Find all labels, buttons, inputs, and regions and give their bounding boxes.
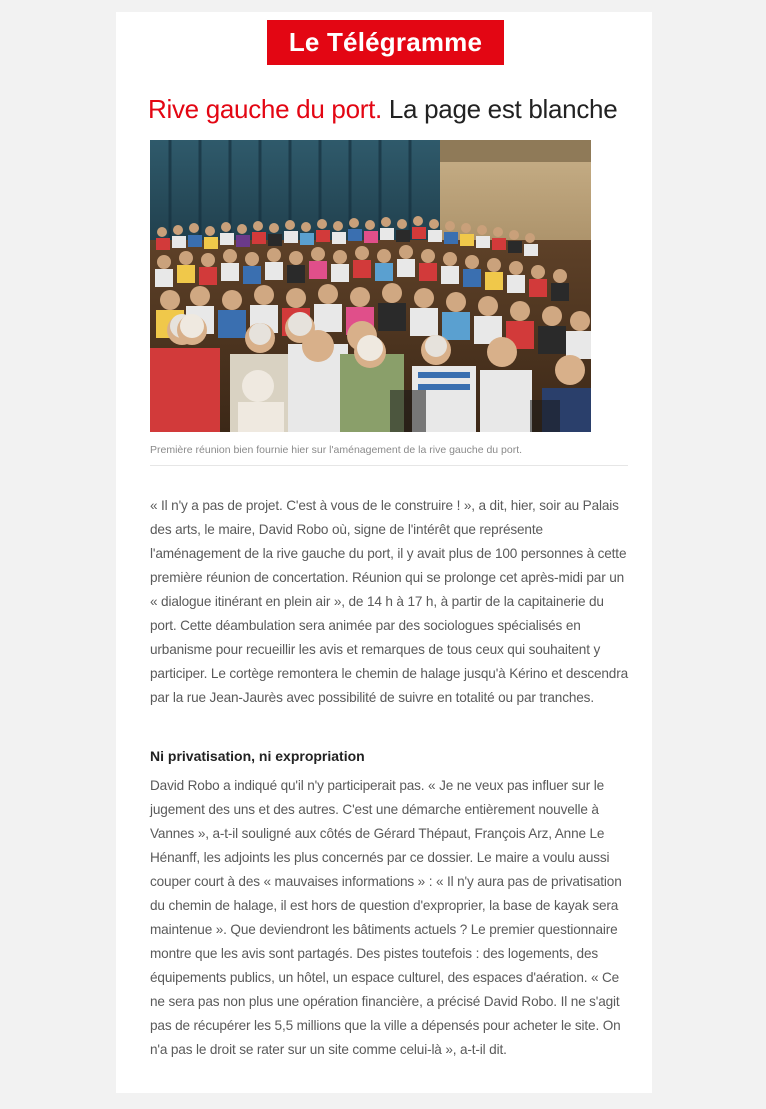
article-subheading: Ni privatisation, ni expropriation [150,748,365,764]
article-headline [148,92,617,126]
caption-divider [150,465,628,466]
headline-kicker: Rive gauche du port. [148,94,382,124]
article-photo [150,140,591,432]
article-paragraph-1: « Il n'y a pas de projet. C'est à vous de le construire ! », a dit, hier, soir au Palais des arts, le maire, David Robo où, signe de l'intérêt que représente l'aménagement de la rive gauche du port, il y avait plus de 100 personnes à cette première réunion de concertation. Réunion qui se prolonge cet après-midi par un « dialogue itinérant en plein air », de 14 h à 17 h, à partir de la capitainerie du port. Cette déambulation sera animée par des sociologues spécialisés en urbanisme pour recueillir les avis et remarques de tous ceux qui souhaitent y participer. Le cortège remontera le chemin de halage jusqu'à Kérino et descendra par la rue Jean-Jaurès avec possibilité de suivre en totalité ou par tranches. [150,498,629,705]
masthead-logo[interactable]: Le Télégramme [267,20,504,65]
photo-caption: Première réunion bien fournie hier sur l'aménagement de la rive gauche du port. [150,444,523,456]
article-page [116,12,652,1093]
crowd-photo-illustration [150,140,591,432]
headline-title: La page est blanche [388,94,618,124]
article-paragraph-2: David Robo a indiqué qu'il n'y participerait pas. « Je ne veux pas influer sur le jugement des uns et des autres. C'est une démarche entièrement nouvelle à Vannes », a-t-il souligné aux côtés de Gérard Thépaut, François Arz, Anne Le Hénanff, les adjoints les plus concernés par ce dossier. Le maire a voulu aussi couper court à des « mauvaises informations » : « Il n'y aura pas de privatisation du chemin de halage, il est hors de question d'exproprier, la base de kayak sera maintenue ». Que deviendront les bâtiments actuels ? Le premier questionnaire montre que les avis sont partagés. Des pistes toutefois : des logements, des équipements publics, un hôtel, un espace culturel, des espaces d'aération. « Ce ne sera pas non plus une opération financière, a précisé David Robo. Il ne s'agit pas de récupérer les 5,5 millions que la ville a dépensés pour acheter le site. On n'a pas le droit se rater sur un site comme celui-là », a-t-il dit. [150,778,622,1057]
